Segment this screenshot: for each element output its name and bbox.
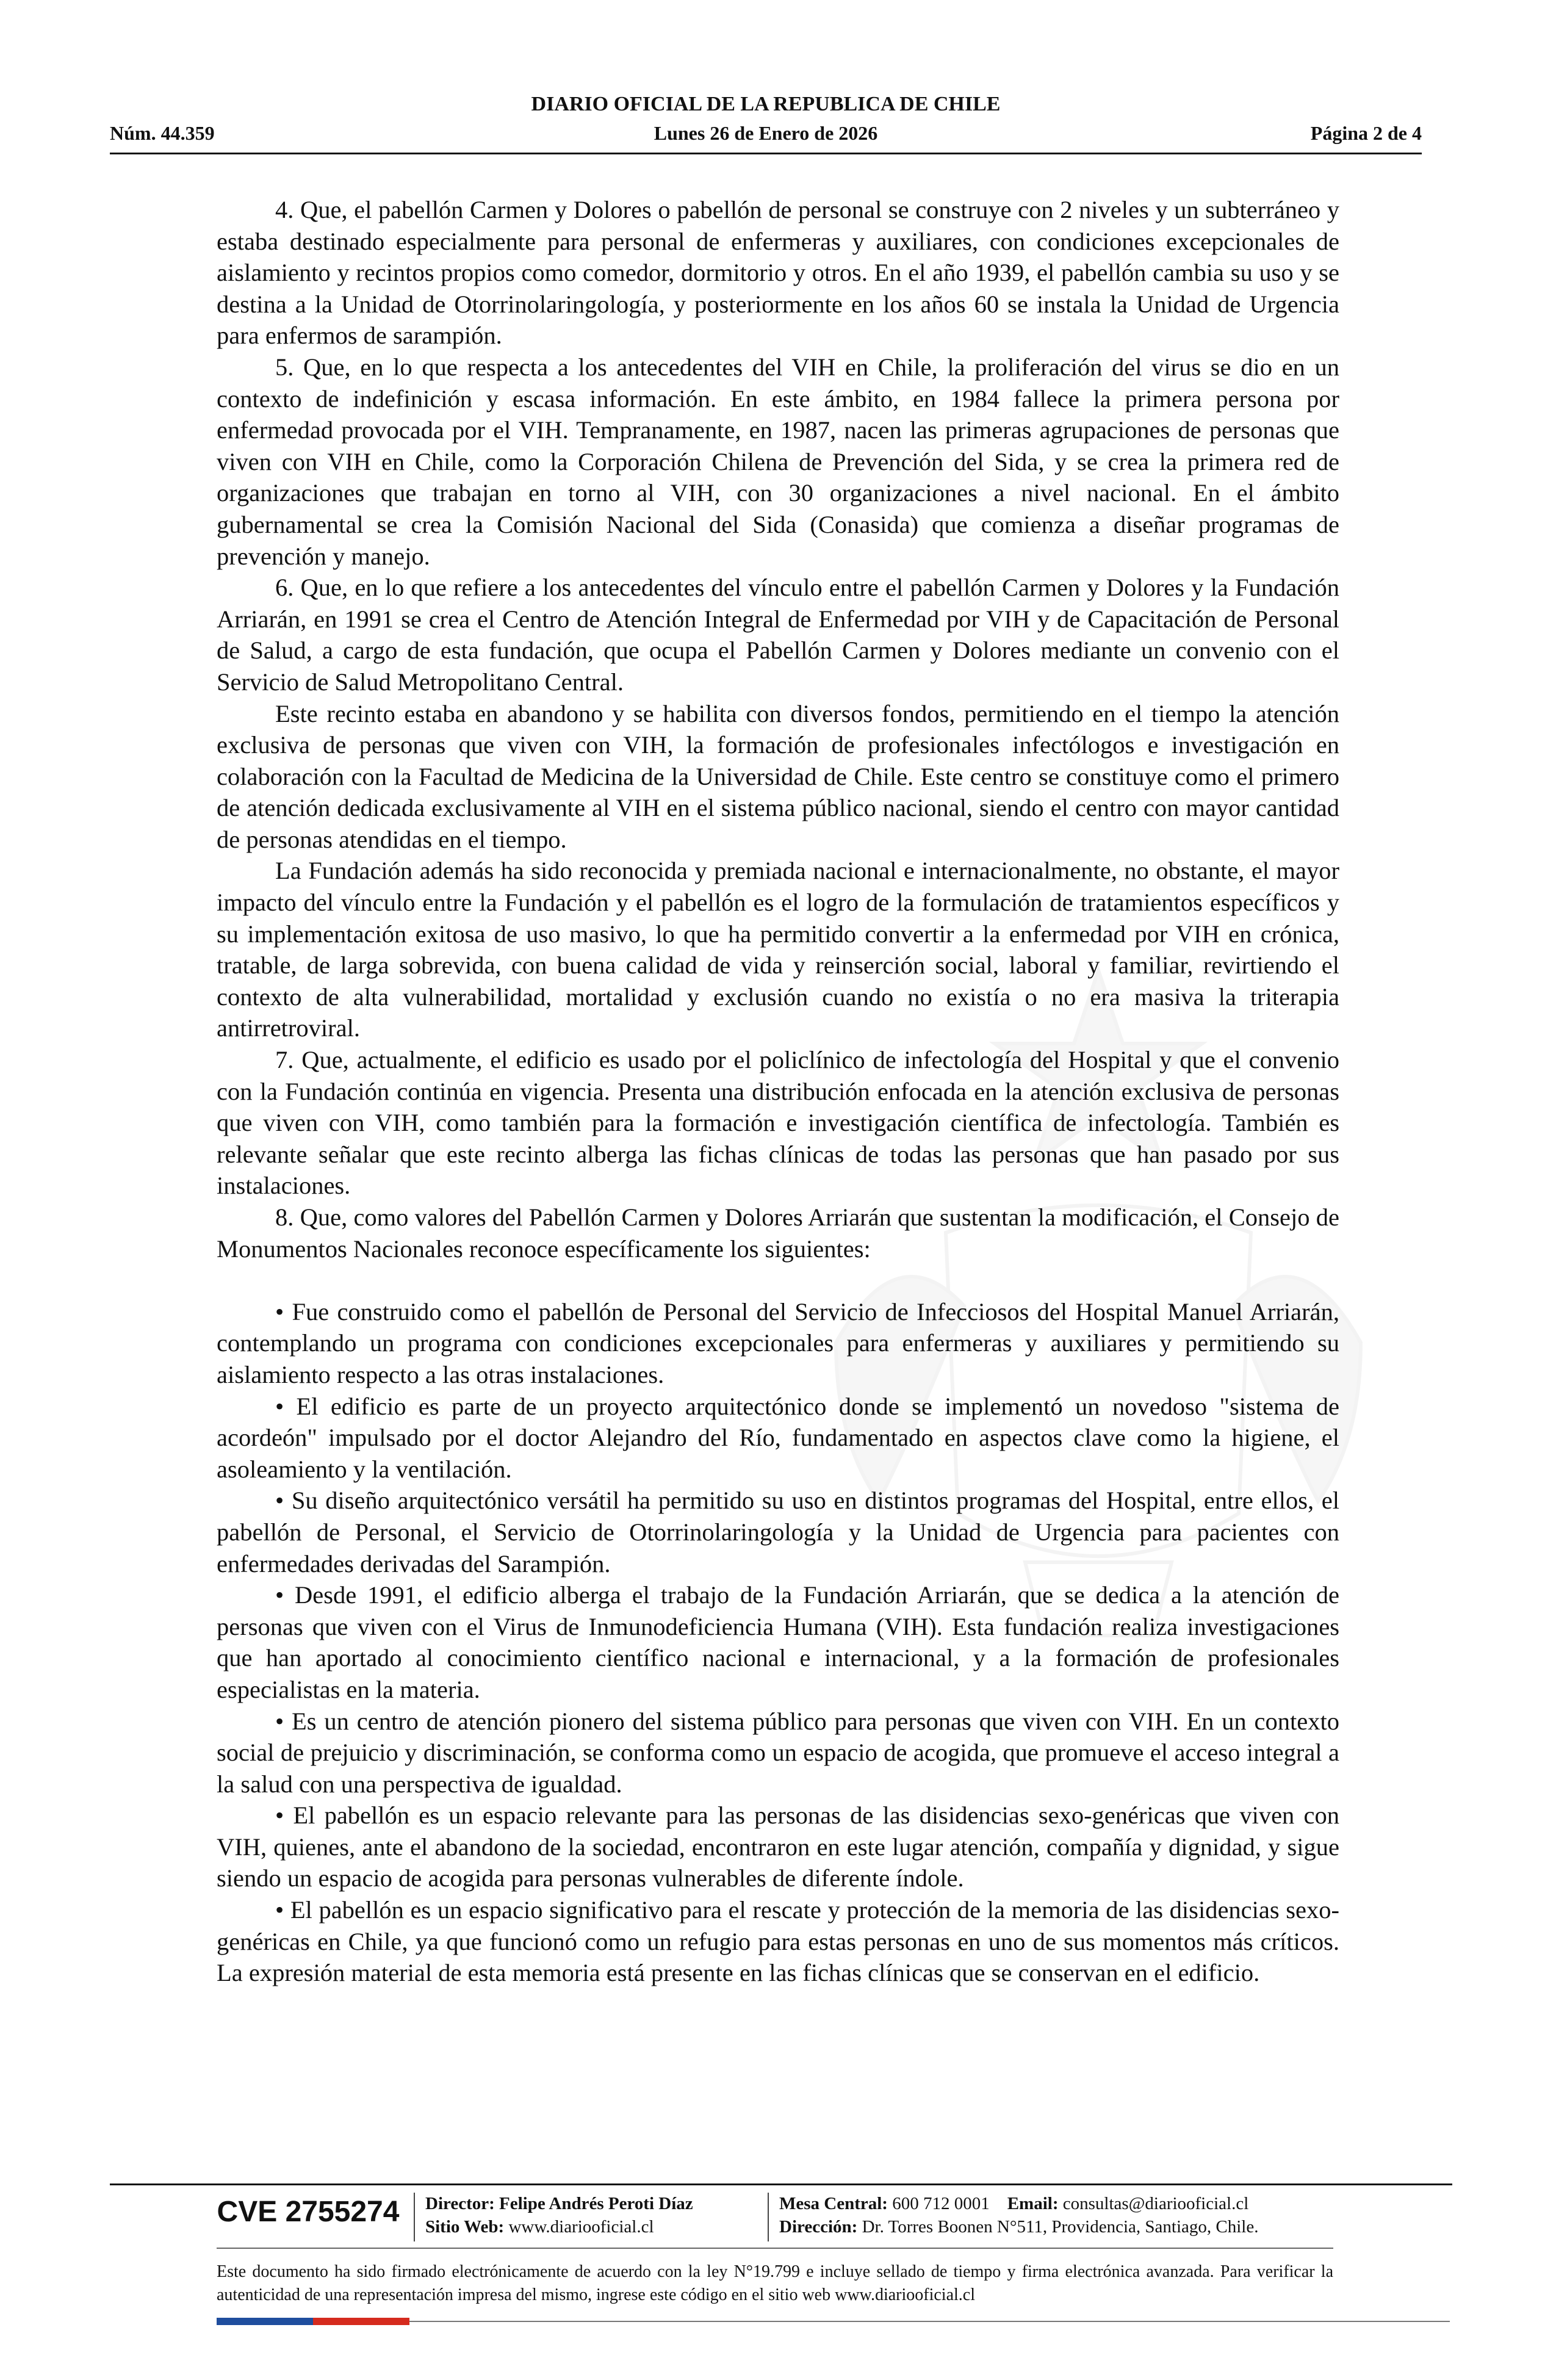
cve-code: CVE 2755274 (217, 2196, 400, 2228)
bullet-item: • El pabellón es un espacio relevante para las personas de las disidencias sexo-genéricas que viven con VIH, quienes, ante el abandono de la sociedad, encontraron en este lugar atención, compañía y dignidad, y sigue siendo un espacio de acogida para personas vulnerables de diferente índole. (217, 1801, 1339, 1892)
header-divider (110, 153, 1422, 154)
bullet-item: • Desde 1991, el edificio alberga el trabajo de la Fundación Arriarán, que se dedica a la atención de personas que viven con el Virus de Inmunodeficiencia Humana (VIH). Esta fundación realiza investigaciones que han aportado al conocimiento científico nacional e internacional, y a la formación de profesionales especialistas en la materia. (217, 1581, 1339, 1703)
publication-title: DIARIO OFICIAL DE LA REPUBLICA DE CHILE (531, 93, 1001, 115)
phone-label: Mesa Central: (779, 2194, 888, 2213)
bottom-divider (409, 2321, 1450, 2322)
bullet-item: • El pabellón es un espacio significativo para el rescate y protección de la memoria de las disidencias sexo-genéricas en Chile, ya que funcionó como un refugio para estas personas en uno de sus momentos más críticos. La expresión material de esta memoria está presente en las fichas clínicas que se conservan en el edificio. (217, 1896, 1339, 1987)
email-label: Email: (1007, 2194, 1059, 2213)
bullet-item: • Fue construido como el pabellón de Personal del Servicio de Infecciosos del Hospital Manuel Arriarán, contemplando un programa con condiciones excepcionales para enfermeras y auxiliares y permitiendo su aislamiento respecto a las otras instalaciones. (217, 1297, 1339, 1388)
body-paragraph: 8. Que, como valores del Pabellón Carmen y Dolores Arriarán que sustentan la modificación, el Consejo de Monumentos Nacionales reconoce específicamente los siguientes: (217, 1203, 1339, 1263)
body-paragraph: La Fundación además ha sido reconocida y premiada nacional e internacionalmente, no obstante, el mayor impacto del vínculo entre la Fundación y el pabellón es el logro de la formulación de tratamientos específicos y su implementación exitosa de uso masivo, lo que ha permitido convertir a la enfermedad por VIH en crónica, tratable, de larga sobrevida, con buena calidad de vida y reinserción social, laboral y familiar, revirtiendo el contexto de alta vulnerabilidad, mortalidad y exclusión cuando no existía o no era masiva la triterapia antirretroviral. (217, 857, 1339, 1042)
address-value: Dr. Torres Boonen N°511, Providencia, Santiago, Chile. (862, 2217, 1259, 2237)
body-paragraph: Este recinto estaba en abandono y se habilita con diversos fondos, permitiendo en el tiempo la atención exclusiva de personas que viven con VIH, la formación de profesionales infectólogos e investigación en colaboración con la Facultad de Medicina de la Universidad de Chile. Este centro se constituye como el primero de atención dedicada exclusivamente al VIH en el sistema público nacional, siendo el centro con mayor cantidad de personas atendidas en el tiempo. (217, 699, 1339, 853)
phone-value: 600 712 0001 (892, 2194, 990, 2213)
footer-inner-divider (217, 2248, 1333, 2249)
document-body (217, 194, 1339, 1989)
footer-director-block (425, 2192, 693, 2238)
signature-disclaimer: Este documento ha sido firmado electrónicamente de acuerdo con la ley N°19.799 e incluye sellado de tiempo y firma electrónica avanzada. Para verificar la autenticidad de una representación impresa del mismo, ingrese este código en el sitio web www.diariooficial.cl (217, 2262, 1333, 2304)
address-label: Dirección: (779, 2217, 858, 2237)
site-label: Sitio Web: (425, 2217, 505, 2237)
email-link[interactable]: consultas@diariooficial.cl (1062, 2194, 1249, 2213)
footer-separator (414, 2193, 415, 2241)
issue-number: Núm. 44.359 (110, 122, 215, 144)
director-label: Director: (425, 2194, 495, 2213)
flag-blue-segment (217, 2318, 313, 2325)
footer-contact-block (779, 2192, 1258, 2238)
page-header (110, 93, 1422, 154)
bullet-item: • Su diseño arquitectónico versátil ha permitido su uso en distintos programas del Hospital, entre ellos, el pabellón de Personal, el Servicio de Otorrinolaringología y la Unidad de Urgencia para pacientes con enfermedades derivadas del Sarampión. (217, 1487, 1339, 1578)
bullet-item: • El edificio es parte de un proyecto arquitectónico donde se implementó un novedoso "sistema de acordeón" impulsado por el doctor Alejandro del Río, fundamentado en aspectos clave como la higiene, el asoleamiento y la ventilación. (217, 1392, 1339, 1483)
body-paragraph: 4. Que, el pabellón Carmen y Dolores o pabellón de personal se construye con 2 niveles y un subterráneo y estaba destinado especialmente para personal de enfermeras y auxiliares, con condiciones excepcionales de aislamiento y recintos propios como comedor, dormitorio y otros. En el año 1939, el pabellón cambia su uso y se destina a la Unidad de Otorrinolaringología, y posteriormente en los años 60 se instala la Unidad de Urgencia para enfermos de sarampión. (217, 196, 1339, 350)
footer-divider (110, 2183, 1452, 2185)
flag-stripe (217, 2318, 409, 2325)
body-paragraph: 7. Que, actualmente, el edificio es usado por el policlínico de infectología del Hospital y que el convenio con la Fundación continúa en vigencia. Presenta una distribución enfocada en la atención exclusiva de personas que viven con VIH, como también para la formación e investigación científica de infectología. También es relevante señalar que este recinto alberga las fichas clínicas de todas las personas que han pasado por sus instalaciones. (217, 1046, 1339, 1200)
body-paragraph: 5. Que, en lo que respecta a los antecedentes del VIH en Chile, la proliferación del virus se dio en un contexto de indefinición y escasa información. En este ámbito, en 1984 fallece la primera persona por enfermedad provocada por el VIH. Tempranamente, en 1987, nacen las primeras agrupaciones de personas que viven con VIH en Chile, como la Corporación Chilena de Prevención del Sida, y se crea la primera red de organizaciones que trabajan en torno al VIH, con 30 organizaciones a nivel nacional. En el ámbito gubernamental se crea la Comisión Nacional del Sida (Conasida) que comienza a diseñar programas de prevención y manejo. (217, 353, 1339, 570)
page-indicator: Página 2 de 4 (1310, 122, 1422, 144)
flag-red-segment (313, 2318, 409, 2325)
issue-date: Lunes 26 de Enero de 2026 (654, 122, 878, 144)
site-link[interactable]: www.diariooficial.cl (508, 2217, 654, 2237)
bullet-item: • Es un centro de atención pionero del sistema público para personas que viven con VIH. En un contexto social de prejuicio y discriminación, se conforma como un espacio de acogida, que promueve el acceso integral a la salud con una perspectiva de igualdad. (217, 1707, 1339, 1798)
footer-separator (768, 2193, 769, 2241)
body-paragraph: 6. Que, en lo que refiere a los antecedentes del vínculo entre el pabellón Carmen y Dolores y la Fundación Arriarán, en 1991 se crea el Centro de Atención Integral de Enfermedad por VIH y de Capacitación de Personal de Salud, a cargo de esta fundación, que ocupa el Pabellón Carmen y Dolores mediante un convenio con el Servicio de Salud Metropolitano Central. (217, 574, 1339, 696)
director-name: Felipe Andrés Peroti Díaz (499, 2194, 693, 2213)
